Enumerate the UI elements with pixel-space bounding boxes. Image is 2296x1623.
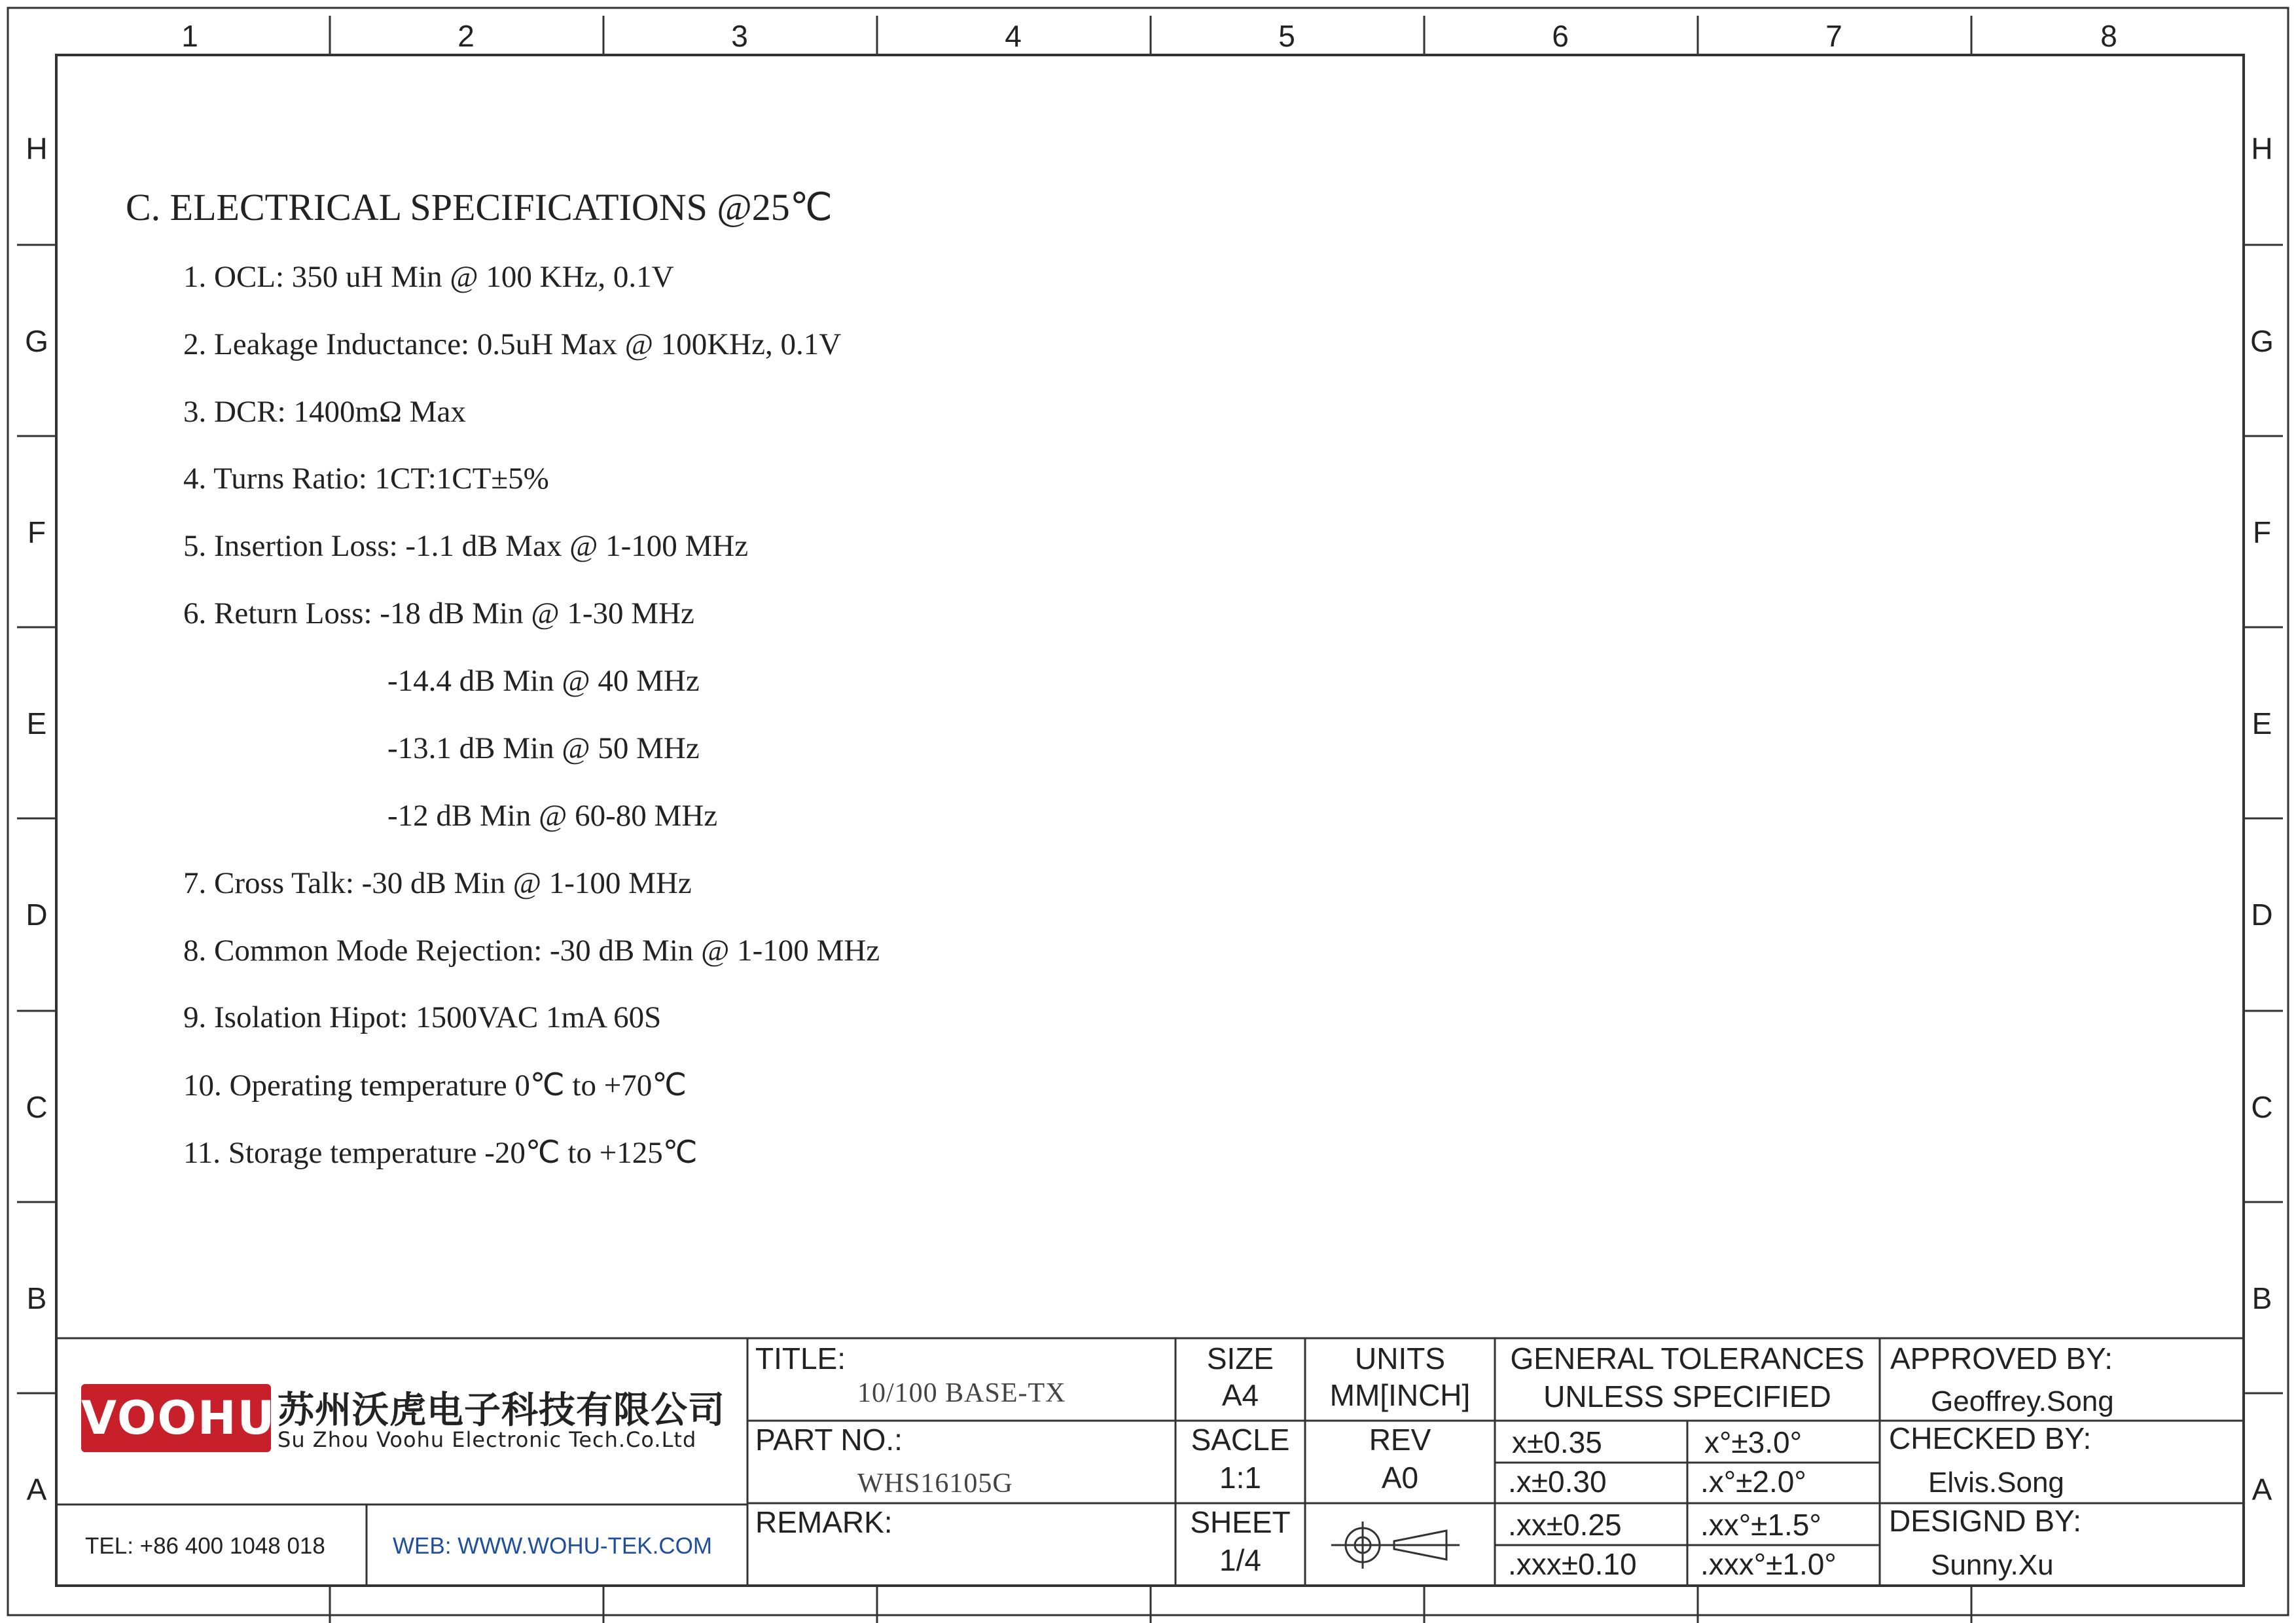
zone-row-label: A <box>2251 1472 2272 1506</box>
zone-row-label: B <box>2251 1281 2272 1315</box>
spec-line: 7. Cross Talk: -30 dB Min @ 1-100 MHz <box>183 866 692 900</box>
zone-row-label: D <box>26 898 48 932</box>
spec-line-continuation: -14.4 dB Min @ 40 MHz <box>387 664 700 698</box>
tolerance-linear: x±0.35 <box>1512 1425 1602 1459</box>
units-label: UNITS <box>1355 1341 1445 1376</box>
approved-by-label: APPROVED BY: <box>1890 1341 2113 1376</box>
logo-text: VOOHU <box>81 1391 276 1445</box>
spec-line: 1. OCL: 350 uH Min @ 100 KHz, 0.1V <box>183 260 674 294</box>
zone-row-label: G <box>2250 324 2274 358</box>
rev-label: REV <box>1369 1423 1431 1457</box>
spec-line: 2. Leakage Inductance: 0.5uH Max @ 100KHz, 0.1V <box>183 327 842 361</box>
company-logo <box>81 1384 276 1452</box>
zone-column-label: 6 <box>1552 19 1569 53</box>
designed-by-label: DESIGND BY: <box>1889 1504 2081 1538</box>
tolerances-subheader: UNLESS SPECIFIED <box>1543 1379 1831 1413</box>
company-name-cn: 苏州沃虎电子科技有限公司 <box>278 1389 725 1432</box>
approved-by-value: Geoffrey.Song <box>1931 1385 2114 1417</box>
zone-row-label: A <box>26 1472 47 1506</box>
part-no-value: WHS16105G <box>857 1468 1013 1499</box>
tolerance-linear: .xxx±0.10 <box>1508 1547 1637 1581</box>
spec-line: 5. Insertion Loss: -1.1 dB Max @ 1-100 MHz <box>183 529 749 563</box>
sheet-value: 1/4 <box>1219 1543 1261 1577</box>
size-label: SIZE <box>1206 1341 1274 1376</box>
scale-label: SACLE <box>1191 1423 1290 1457</box>
checked-by-label: CHECKED BY: <box>1889 1421 2092 1455</box>
spec-line: 10. Operating temperature 0℃ to +70℃ <box>183 1068 687 1103</box>
title-value: 10/100 BASE-TX <box>857 1378 1066 1408</box>
zone-column-label: 1 <box>181 19 198 53</box>
zone-column-label: 8 <box>2100 19 2117 53</box>
zone-row-label: C <box>2251 1090 2273 1124</box>
spec-line: 6. Return Loss: -18 dB Min @ 1-30 MHz <box>183 596 694 630</box>
tolerance-angular: x°±3.0° <box>1704 1425 1802 1459</box>
zone-column-label: 2 <box>457 19 475 53</box>
company-web-link[interactable]: WEB: WWW.WOHU-TEK.COM <box>393 1533 712 1559</box>
spec-line: 8. Common Mode Rejection: -30 dB Min @ 1-100 MHz <box>183 934 880 968</box>
zone-row-label: H <box>2251 132 2273 166</box>
zone-column-label: 4 <box>1005 19 1022 53</box>
units-value: MM[INCH] <box>1329 1378 1471 1412</box>
zone-column-label: 3 <box>731 19 748 53</box>
zone-column-label: 5 <box>1278 19 1295 53</box>
company-name-en: Su Zhou Voohu Electronic Tech.Co.Ltd <box>278 1427 697 1452</box>
zone-column-label: 7 <box>1825 19 1842 53</box>
tolerance-angular: .xx°±1.5° <box>1700 1508 1821 1542</box>
spec-line: 9. Isolation Hipot: 1500VAC 1mA 60S <box>183 1000 662 1034</box>
spec-section-title: C. ELECTRICAL SPECIFICATIONS @25℃ <box>126 186 833 228</box>
zone-row-label: H <box>26 132 48 166</box>
part-no-label: PART NO.: <box>755 1423 903 1457</box>
zone-row-label: D <box>2251 898 2273 932</box>
scale-value: 1:1 <box>1219 1461 1261 1495</box>
zone-row-label: B <box>26 1281 47 1315</box>
tolerances-header: GENERAL TOLERANCES <box>1510 1341 1865 1376</box>
zone-row-label: G <box>25 324 48 358</box>
tolerance-linear: .x±0.30 <box>1508 1465 1607 1499</box>
rev-value: A0 <box>1381 1461 1419 1495</box>
zone-row-label: C <box>26 1090 48 1124</box>
tolerance-angular: .xxx°±1.0° <box>1700 1547 1837 1581</box>
company-tel: TEL: +86 400 1048 018 <box>85 1533 325 1559</box>
third-angle-projection-icon <box>1322 1519 1479 1571</box>
checked-by-value: Elvis.Song <box>1928 1467 2064 1499</box>
spec-line: 11. Storage temperature -20℃ to +125℃ <box>183 1136 698 1170</box>
zone-row-label: F <box>27 515 46 549</box>
tolerance-linear: .xx±0.25 <box>1508 1508 1622 1542</box>
spec-line-continuation: -12 dB Min @ 60-80 MHz <box>387 799 718 833</box>
zone-row-label: E <box>26 706 47 740</box>
designed-by-value: Sunny.Xu <box>1931 1549 2054 1581</box>
zone-row-label: E <box>2251 706 2272 740</box>
spec-line-continuation: -13.1 dB Min @ 50 MHz <box>387 731 700 765</box>
zone-row-label: F <box>2252 515 2272 549</box>
remark-label: REMARK: <box>755 1505 893 1539</box>
size-value: A4 <box>1221 1378 1259 1412</box>
spec-line: 4. Turns Ratio: 1CT:1CT±5% <box>183 462 549 496</box>
tolerance-angular: .x°±2.0° <box>1700 1465 1806 1499</box>
sheet-label: SHEET <box>1190 1505 1291 1539</box>
title-label: TITLE: <box>755 1341 846 1376</box>
spec-line: 3. DCR: 1400mΩ Max <box>183 395 466 429</box>
